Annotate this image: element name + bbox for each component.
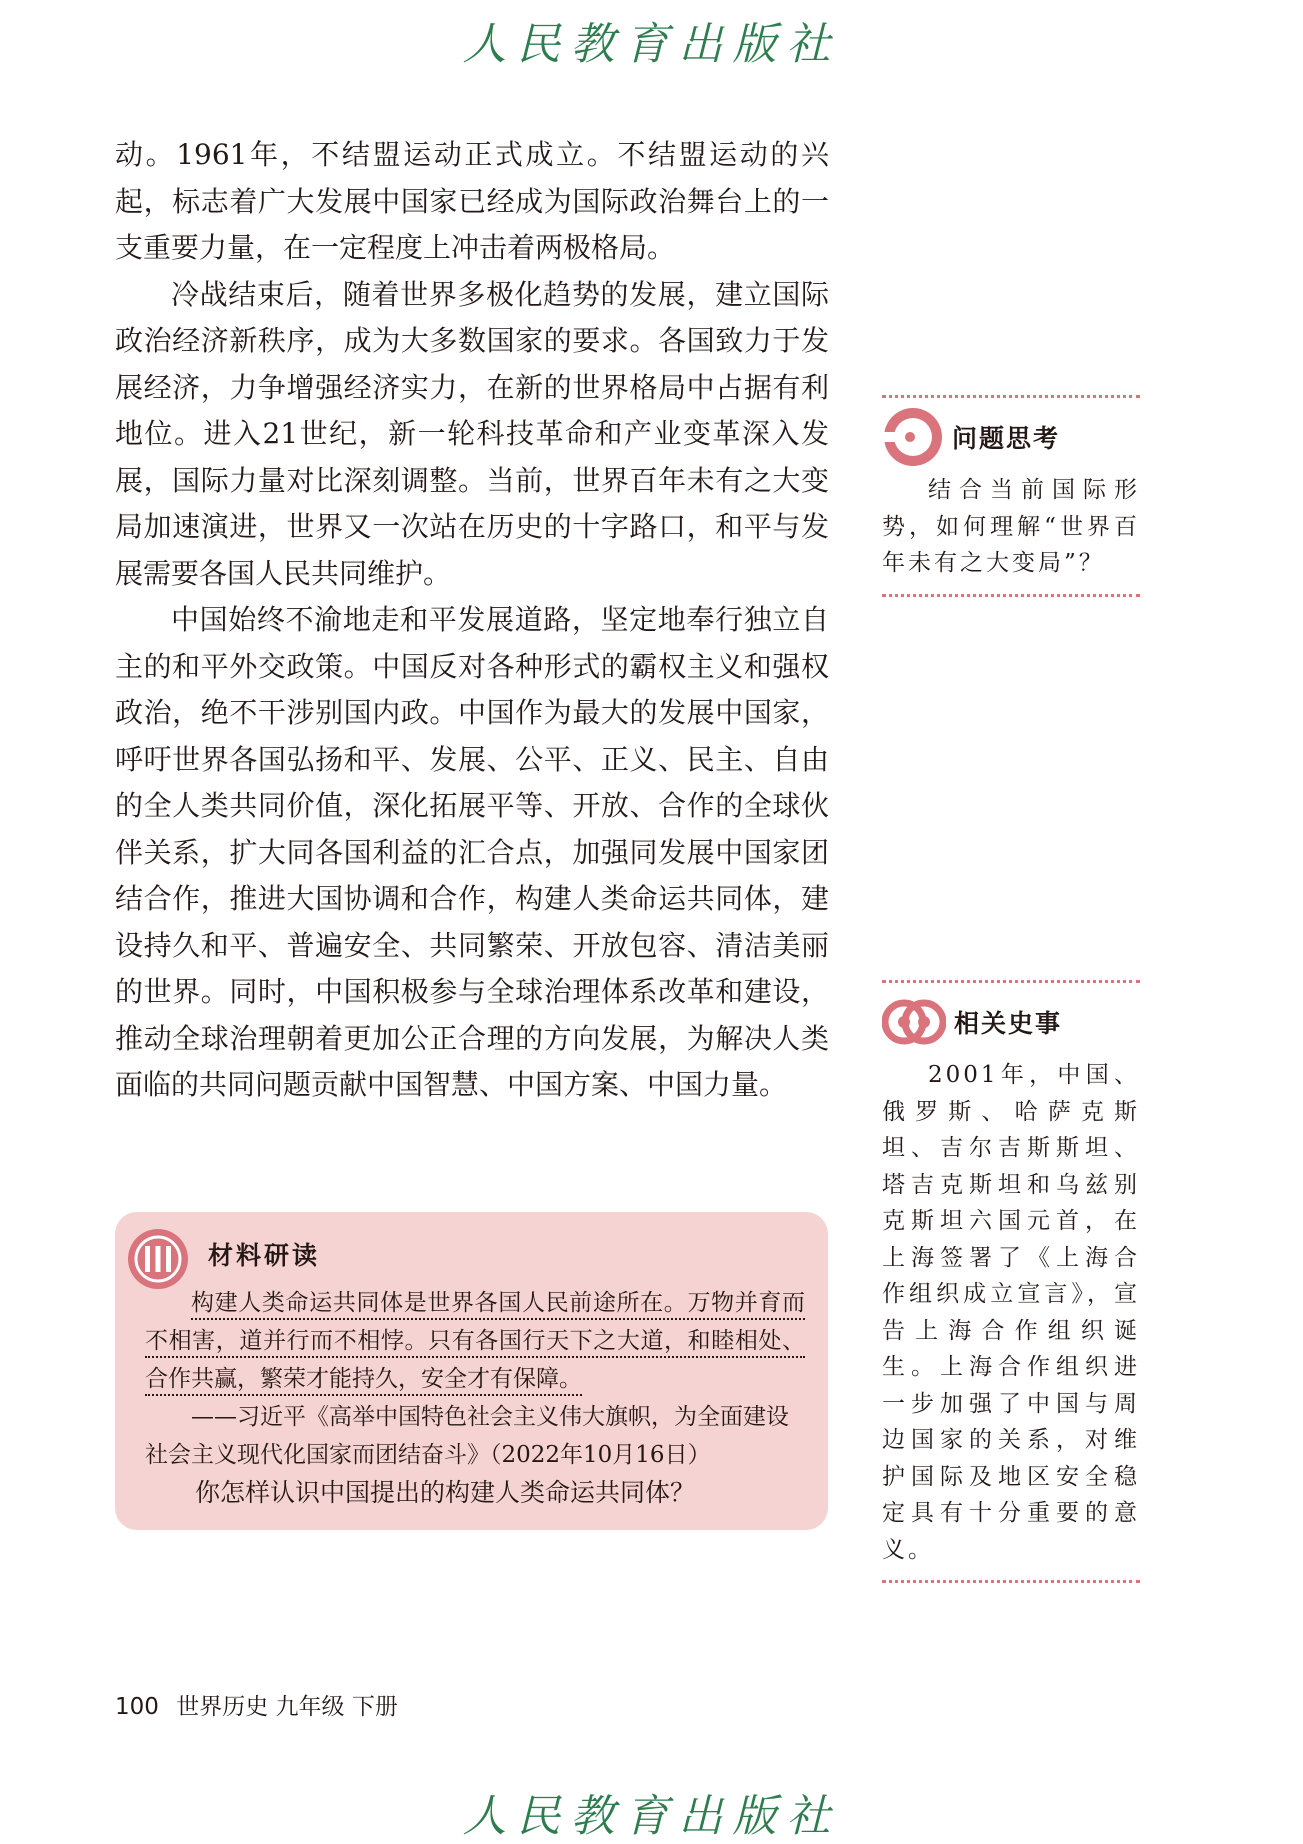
sidebar-think-title: 问题思考 xyxy=(952,424,1061,453)
publisher-watermark-bottom: 人民教育出版社 xyxy=(462,1791,841,1842)
material-quote: 构建人类命运共同体是世界各国人民前途所在。万物并育而不相害，道并行而不相悖。只有各国行天下之大道，和睦相处、合作共赢，繁荣才能持久，安全才有保障。 xyxy=(145,1284,805,1398)
sidebar-divider xyxy=(882,1580,1140,1583)
sidebar-history xyxy=(882,980,1140,1583)
sidebar-history-header xyxy=(882,989,1140,1055)
main-text-column xyxy=(115,132,829,1109)
question-think-icon xyxy=(882,406,944,468)
book-title: 世界历史 九年级 下册 xyxy=(176,1694,398,1720)
sidebar-divider xyxy=(882,594,1140,597)
sidebar-history-title: 相关史事 xyxy=(954,1009,1063,1038)
material-reading-box xyxy=(115,1212,828,1530)
sidebar-think xyxy=(882,395,1140,597)
paragraph-3: 中国始终不渝地走和平发展道路，坚定地奉行独立自主的和平外交政策。中国反对各种形式的霸权主义和强权政治，绝不干涉别国内政。中国作为最大的发展中国家，呼吁世界各国弘扬和平、发展、公平、正义、民主、自由的全人类共同价值，深化拓展平等、开放、合作的全球伙伴关系，扩大同各国利益的汇合点，加强同发展中国家团结合作，推进大国协调和合作，构建人类命运共同体，建设持久和平、普遍安全、共同繁荣、开放包容、清洁美丽的世界。同时，中国积极参与全球治理体系改革和建设，推动全球治理朝着更加公正合理的方向发展，为解决人类面临的共同问题贡献中国智慧、中国方案、中国力量。 xyxy=(115,603,829,1101)
page-footer xyxy=(115,1688,398,1721)
history-swirl-icon xyxy=(882,991,946,1053)
sidebar-think-body: 结合当前国际形势，如何理解“世界百年未有之大变局”？ xyxy=(882,477,1140,576)
paragraph-2: 冷战结束后，随着世界多极化趋势的发展，建立国际政治经济新秩序，成为大多数国家的要求。各国致力于发展经济，力争增强经济实力，在新的世界格局中占据有利地位。进入21世纪，新一轮科技革命和产业变革深入发展，国际力量对比深刻调整。当前，世界百年未有之大变局加速演进，世界又一次站在历史的十字路口，和平与发展需要各国人民共同维护。 xyxy=(115,277,829,590)
sidebar-divider xyxy=(882,980,1140,983)
page-number: 100 xyxy=(115,1694,159,1720)
material-reading-icon xyxy=(125,1226,191,1292)
material-title: 材料研读 xyxy=(208,1241,321,1270)
material-question: 你怎样认识中国提出的构建人类命运共同体？ xyxy=(195,1478,696,1507)
sidebar-history-body: 2001年，中国、俄罗斯、哈萨克斯坦、吉尔吉斯斯坦、塔吉克斯坦和乌兹别克斯坦六国元首，在上海签署了《上海合作组织成立宣言》，宣告上海合作组织诞生。上海合作组织进一步加强了中国与周边国家的关系，对维护国际及地区安全稳定具有十分重要的意义。 xyxy=(882,1062,1140,1563)
material-source: ——习近平《高举中国特色社会主义伟大旗帜，为全面建设社会主义现代化国家而团结奋斗》（2022年10月16日） xyxy=(145,1404,789,1468)
publisher-watermark-top: 人民教育出版社 xyxy=(462,19,841,70)
sidebar-divider xyxy=(882,395,1140,398)
paragraph-1: 动。1961年，不结盟运动正式成立。不结盟运动的兴起，标志着广大发展中国家已经成为国际政治舞台上的一支重要力量，在一定程度上冲击着两极格局。 xyxy=(115,138,829,264)
sidebar-think-header xyxy=(882,404,1140,470)
